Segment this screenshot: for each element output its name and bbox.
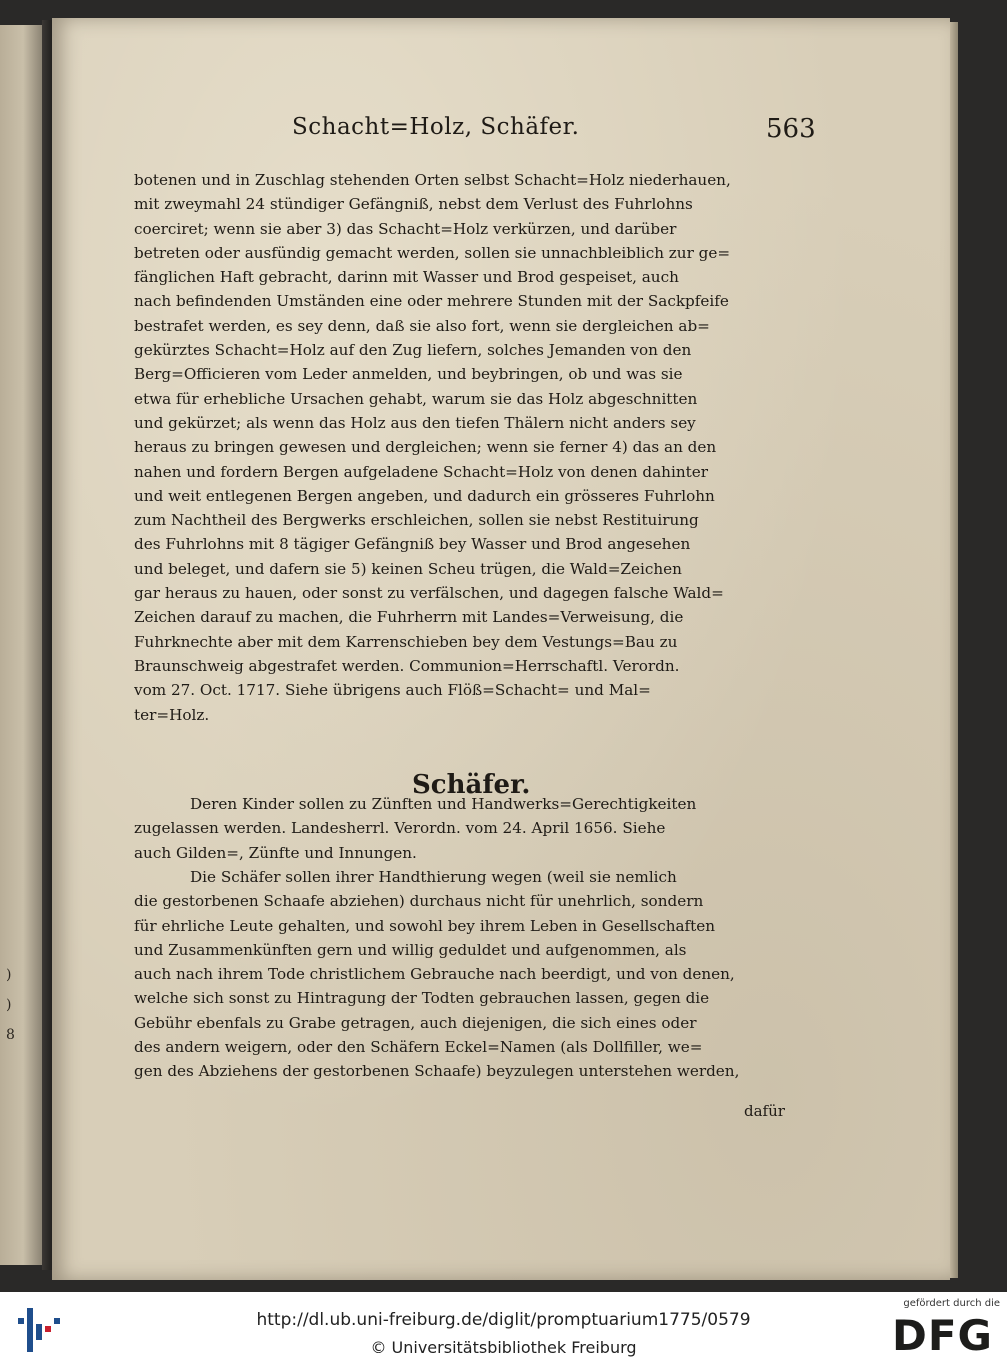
text-line: Gebühr ebenfals zu Grabe getragen, auch diejenigen, die sich eines oder (134, 1013, 697, 1032)
text-line: gar heraus zu hauen, oder sonst zu verfälschen, und dagegen falsche Wald= (134, 584, 724, 603)
text-line: nach befindenden Umständen eine oder mehrere Stunden mit der Sackpfeife (134, 292, 729, 311)
text-line: zugelassen werden. Landesherrl. Verordn. vom 24. April 1656. Siehe (134, 819, 666, 838)
permalink-url[interactable]: http://dl.ub.uni-freiburg.de/diglit/promptuarium1775/0579 (256, 1310, 751, 1330)
left-page-mark: ) (6, 997, 12, 1013)
text-line: Zeichen darauf zu machen, die Fuhrherrn mit Landes=Verweisung, die (134, 608, 684, 627)
page-number: 563 (766, 114, 816, 144)
text-line: bestrafet werden, es sey denn, daß sie also fort, wenn sie dergleichen ab= (134, 316, 710, 335)
copyright-notice: © Universitätsbibliothek Freiburg (370, 1338, 637, 1357)
text-line: botenen und in Zuschlag stehenden Orten selbst Schacht=Holz niederhauen, (134, 171, 731, 189)
viewer-footer (0, 1292, 1007, 1366)
text-line: etwa für erhebliche Ursachen gehabt, warum sie das Holz abgeschnitten (134, 389, 698, 408)
running-title: Schacht=Holz, Schäfer. (292, 114, 580, 140)
text-line: gekürztes Schacht=Holz auf den Zug liefern, solches Jemanden von den (134, 341, 692, 360)
text-line: betreten oder ausfündig gemacht werden, sollen sie unnachbleiblich zur ge= (134, 243, 731, 262)
text-line: Berg=Officieren vom Leder anmelden, und beybringen, ob und was sie (134, 365, 683, 384)
left-page-edge (0, 25, 42, 1265)
page-fore-edge (950, 22, 958, 1278)
text-line: nahen und fordern Bergen aufgeladene Schacht=Holz von denen dahinter (134, 462, 708, 481)
text-line: die gestorbenen Schaafe abziehen) durchaus nicht für unehrlich, sondern (134, 892, 704, 911)
text-line: mit zweymahl 24 stündiger Gefängniß, nebst dem Verlust des Fuhrlohns (134, 195, 693, 214)
paragraph-2 (134, 792, 814, 865)
text-line: ter=Holz. (134, 705, 210, 724)
text-line: coerciret; wenn sie aber 3) das Schacht=Holz verkürzen, und darüber (134, 219, 677, 238)
left-page-mark: ) (6, 967, 12, 983)
text-line: auch nach ihrem Tode christlichem Gebrauche nach beerdigt, und von denen, (134, 965, 735, 984)
text-line: und beleget, und dafern sie 5) keinen Scheu trügen, die Wald=Zeichen (134, 559, 682, 578)
text-line: und Zusammenkünften gern und willig geduldet und aufgenommen, als (134, 940, 687, 959)
text-line: Braunschweig abgestrafet werden. Communion=Herrschaftl. Verordn. (134, 656, 680, 675)
text-line: vom 27. Oct. 1717. Siehe übrigens auch Flöß=Schacht= und Mal= (134, 681, 651, 700)
text-line: Deren Kinder sollen zu Zünften und Handwerks=Gerechtigkeiten (190, 795, 697, 813)
text-line: auch Gilden=, Zünfte und Innungen. (134, 843, 417, 862)
dfg-logo: DFG (892, 1311, 994, 1360)
left-page-marks (6, 960, 15, 1050)
text-line: Fuhrknechte aber mit dem Karrenschieben bey dem Vestungs=Bau zu (134, 632, 678, 651)
text-line: und gekürzet; als wenn das Holz aus den tiefen Thälern nicht anders sey (134, 413, 696, 432)
text-line: des Fuhrlohns mit 8 tägiger Gefängniß bey Wasser und Brod angesehen (134, 535, 691, 554)
paragraph-1 (134, 168, 814, 727)
left-page-mark: 8 (6, 1027, 15, 1043)
text-line: gen des Abziehens der gestorbenen Schaafe) beyzulegen unterstehen werden, (134, 1062, 740, 1081)
text-line: zum Nachtheil des Bergwerks erschleichen, sollen sie nebst Restituirung (134, 511, 699, 530)
page-header (292, 114, 822, 154)
catchword: dafür (744, 1102, 785, 1120)
text-line: heraus zu bringen gewesen und dergleichen; wenn sie ferner 4) das an den (134, 438, 717, 457)
text-line: für ehrliche Leute gehalten, und sowohl bey ihrem Leben in Gesellschaften (134, 916, 716, 935)
text-line: Die Schäfer sollen ihrer Handthierung wegen (weil sie nemlich (190, 868, 677, 886)
text-line: des andern weigern, oder den Schäfern Eckel=Namen (als Dollfiller, we= (134, 1038, 703, 1057)
dfg-caption: gefördert durch die (903, 1298, 1000, 1309)
text-line: und weit entlegenen Bergen angeben, und dadurch ein grösseres Fuhrlohn (134, 486, 715, 505)
dfg-funding-logo[interactable] (888, 1298, 1000, 1362)
text-line: welche sich sonst zu Hintragung der Todten gebrauchen lassen, gegen die (134, 989, 710, 1008)
section-heading: Schäfer. (412, 770, 531, 800)
paragraph-3 (134, 865, 814, 1084)
book-page (52, 18, 950, 1280)
text-line: fänglichen Haft gebracht, darinn mit Wasser und Brod gespeiset, auch (134, 268, 679, 287)
